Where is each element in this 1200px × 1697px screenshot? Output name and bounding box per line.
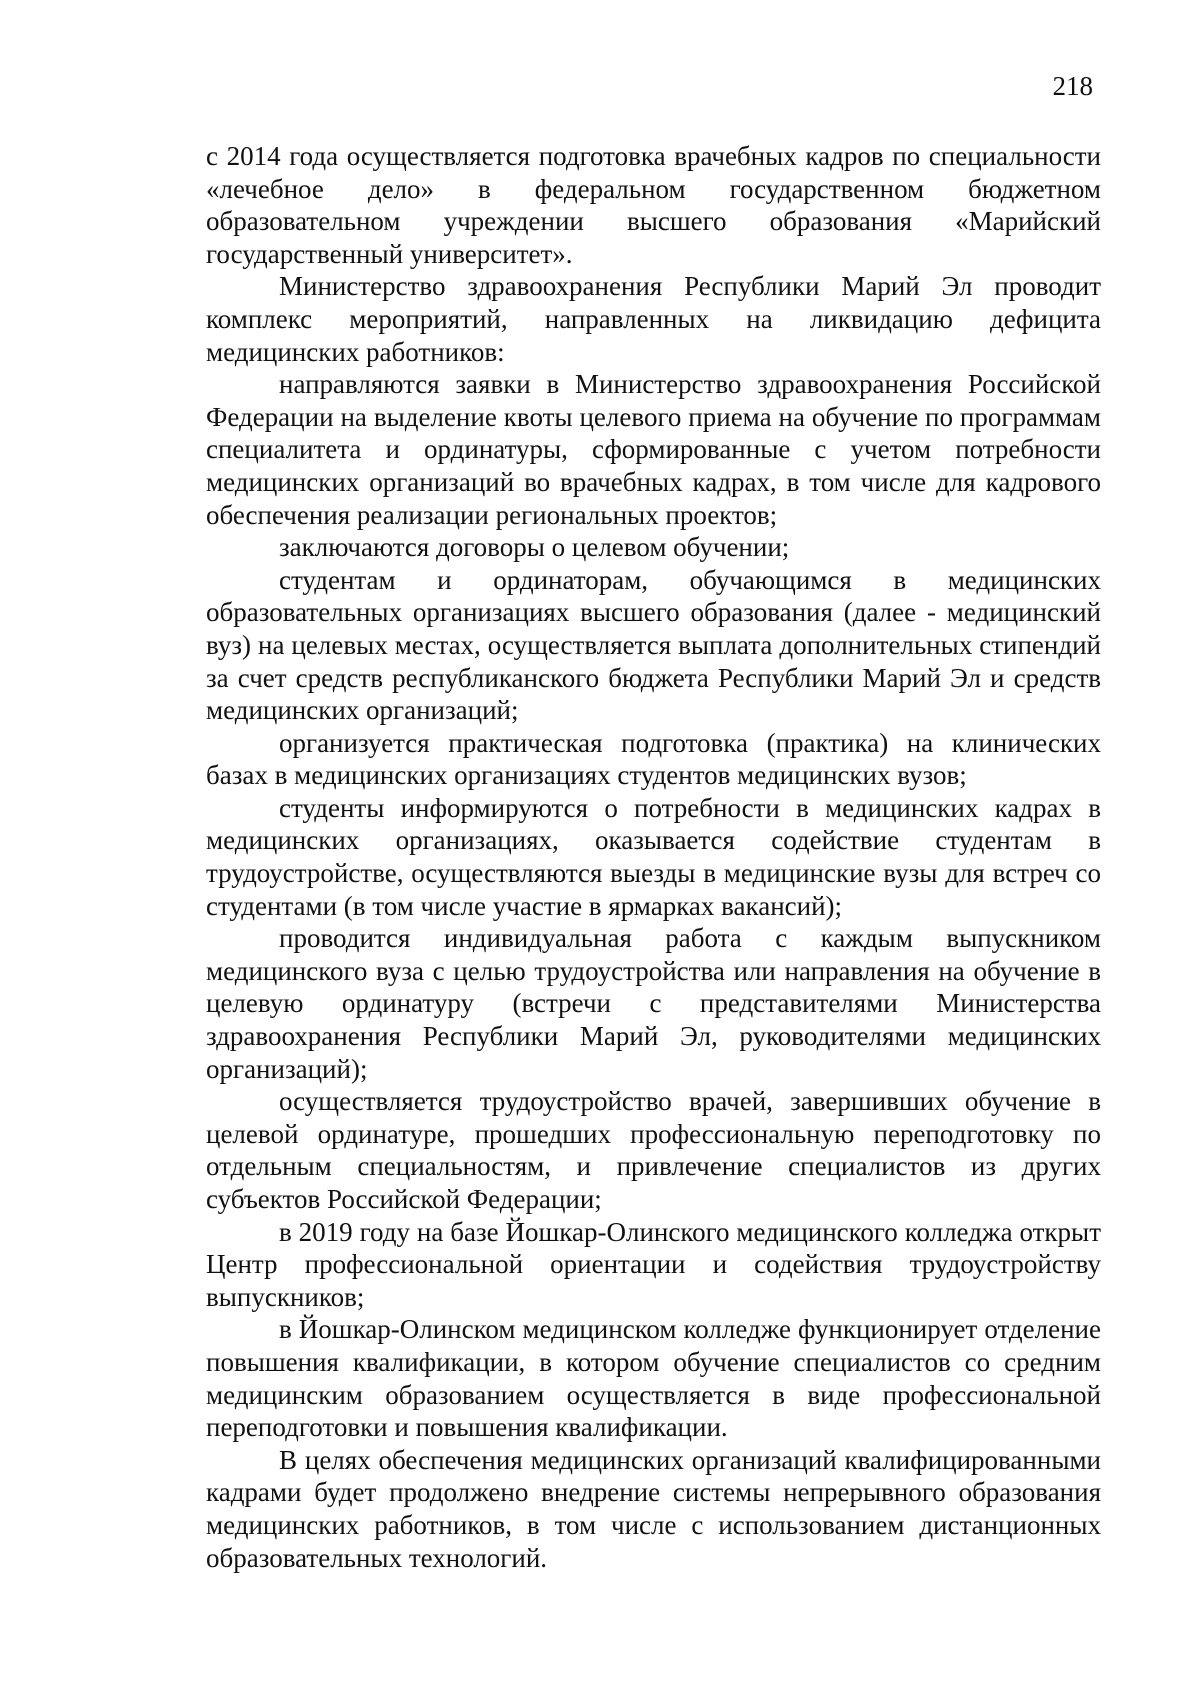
paragraph-graduate-work: проводится индивидуальная работа с каждым выпускником медицинского вуза с целью трудоустройства или направления на обучение в целевую ординатуру (встречи с представителями Министерства здравоохранения Республики Марий Эл, руководителями медицинских организаций); — [206, 923, 1101, 1084]
paragraph-quota-requests: направляются заявки в Министерство здравоохранения Российской Федерации на выделение квоты целевого приема на обучение по программам специалитета и ординатуры, сформированные с учетом потребности медицинских организаций во врачебных кадрах, в том числе для кадрового обеспечения реализации региональных проектов; — [206, 369, 1101, 530]
paragraph-intro: с 2014 года осуществляется подготовка врачебных кадров по специальности «лечебное дело» в федеральном государственном бюджетном образовательном учреждении высшего образования «Марийский государственный университет». — [206, 141, 1101, 269]
page-number: 218 — [1052, 71, 1093, 101]
paragraph-practical-training: организуется практическая подготовка (практика) на клинических базах в медицинских организациях студентов медицинских вузов; — [206, 727, 1101, 791]
paragraph-qualification-department: в Йошкар-Олинском медицинском колледже функционирует отделение повышения квалификации, в котором обучение специалистов со средним медицинским образованием осуществляется в виде профессиональной переподготовки и повышения квалификации. — [206, 1314, 1101, 1443]
document-body — [206, 140, 1101, 1574]
paragraph-student-information: студенты информируются о потребности в медицинских кадрах в медицинских организациях, оказывается содействие студентам в трудоустройстве, осуществляются выезды в медицинские вузы для встреч со студентами (в том числе участие в ярмарках вакансий); — [206, 792, 1101, 921]
paragraph-employment: осуществляется трудоустройство врачей, завершивших обучение в целевой ординатуре, прошедших профессиональную переподготовку по отдельным специальностям, и привлечение специалистов из других субъектов Российской Федерации; — [206, 1086, 1101, 1214]
paragraph-stipends: студентам и ординаторам, обучающимся в медицинских образовательных организациях высшего образования (далее - медицинский вуз) на целевых местах, осуществляется выплата дополнительных стипендий за счет средств республиканского бюджета Республики Марий Эл и средств медицинских организаций; — [206, 564, 1101, 726]
paragraph-target-contracts: заключаются договоры о целевом обучении; — [279, 532, 790, 563]
paragraph-continuous-education: В целях обеспечения медицинских организаций квалифицированными кадрами будет продолжено внедрение системы непрерывного образования медицинских работников, в том числе с использованием дистанционных образовательных технологий. — [206, 1444, 1101, 1573]
paragraph-career-center: в 2019 году на базе Йошкар-Олинского медицинского колледжа открыт Центр профессиональной ориентации и содействия трудоустройству выпускников; — [206, 1216, 1101, 1312]
paragraph-ministry-measures: Министерство здравоохранения Республики Марий Эл проводит комплекс мероприятий, направленных на ликвидацию дефицита медицинских работников: — [206, 271, 1101, 367]
